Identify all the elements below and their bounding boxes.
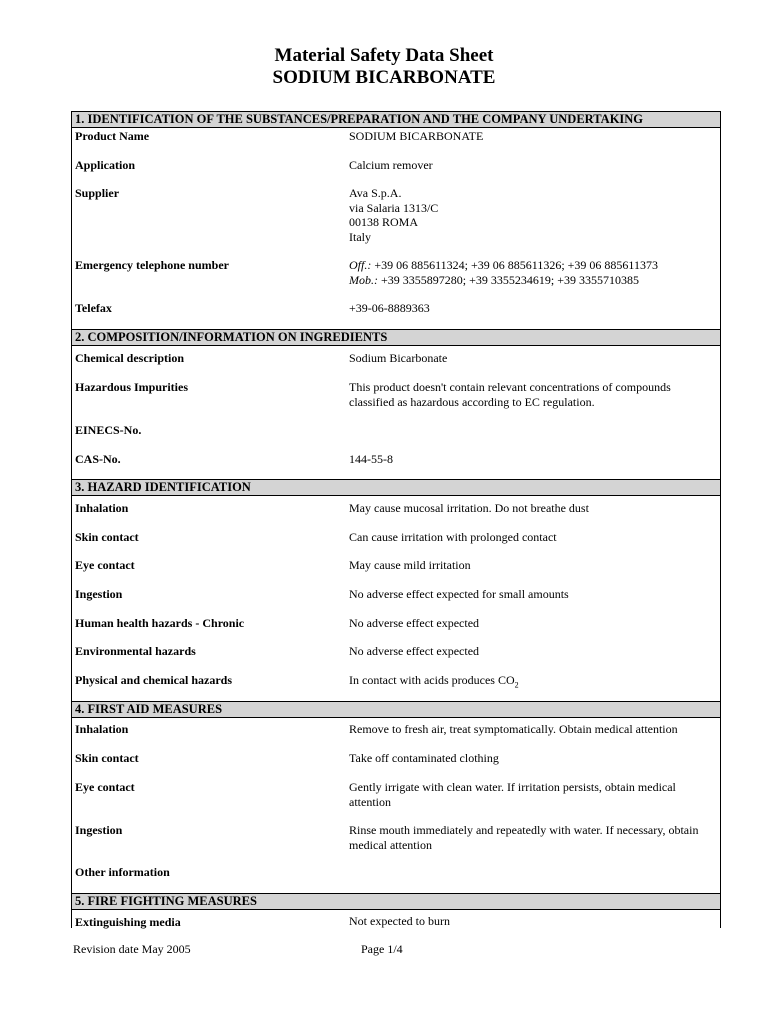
first-aid-value: Gently irrigate with clean water. If irritation persists, obtain medical attention	[349, 780, 676, 809]
hazard-label: Skin contact	[75, 530, 139, 544]
section-3-header: 3. HAZARD IDENTIFICATION	[71, 479, 721, 496]
product-name-label: Product Name	[75, 129, 150, 143]
section-4-header: 4. FIRST AID MEASURES	[71, 701, 721, 718]
telefax-label: Telefax	[75, 301, 112, 315]
hazard-value: Can cause irritation with prolonged contact	[349, 530, 557, 544]
supplier-line: Ava S.p.A.	[349, 186, 402, 200]
mobile-prefix: Mob.:	[349, 272, 378, 287]
first-aid-label: Ingestion	[75, 823, 123, 837]
office-numbers: +39 06 885611324; +39 06 885611326; +39 06 885611373	[371, 258, 658, 272]
application-label: Application	[75, 158, 136, 172]
supplier-label: Supplier	[75, 186, 120, 200]
document-title: Material Safety Data Sheet	[274, 45, 494, 66]
hazard-label: Human health hazards - Chronic	[75, 616, 245, 630]
hazard-value: No adverse effect expected for small amounts	[349, 587, 569, 601]
product-name-value: SODIUM BICARBONATE	[349, 129, 484, 143]
first-aid-label: Eye contact	[75, 780, 135, 794]
hazard-label: Environmental hazards	[75, 644, 196, 658]
chemical-description-label: Chemical description	[75, 351, 184, 365]
emergency-phone-label: Emergency telephone number	[75, 258, 229, 272]
section-2-header: 2. COMPOSITION/INFORMATION ON INGREDIENTS	[71, 329, 721, 346]
office-prefix: Off.:	[349, 258, 372, 272]
section-1-header: 1. IDENTIFICATION OF THE SUBSTANCES/PREPARATION AND THE COMPANY UNDERTAKING	[71, 111, 721, 128]
hazard-label: Ingestion	[75, 587, 123, 601]
telefax-value: +39-06-8889363	[349, 301, 430, 315]
extinguishing-media-label: Extinguishing media	[75, 915, 181, 929]
supplier-address	[349, 186, 719, 244]
document-subtitle: SODIUM BICARBONATE	[272, 67, 496, 88]
application-value: Calcium remover	[349, 158, 433, 172]
hazard-value: No adverse effect expected	[349, 644, 480, 658]
hazard-value	[349, 673, 719, 693]
hazard-label: Inhalation	[75, 501, 129, 515]
cas-value: 144-55-8	[349, 452, 393, 466]
section-5-header: 5. FIRE FIGHTING MEASURES	[71, 893, 721, 910]
emergency-mobile-line	[349, 273, 719, 288]
chemical-description-value: Sodium Bicarbonate	[349, 351, 448, 365]
emergency-phone-value	[349, 258, 719, 287]
hazard-value: May cause mucosal irritation. Do not breathe dust	[349, 501, 589, 515]
first-aid-value: Take off contaminated clothing	[349, 751, 499, 765]
first-aid-label: Skin contact	[75, 751, 139, 765]
supplier-line: via Salaria 1313/C	[349, 200, 439, 215]
einecs-label: EINECS-No.	[75, 423, 142, 437]
hazard-label: Eye contact	[75, 558, 135, 572]
supplier-line: Italy	[349, 229, 371, 244]
revision-date: Revision date May 2005	[73, 942, 191, 956]
hazardous-impurities-label: Hazardous Impurities	[75, 380, 189, 394]
cas-label: CAS-No.	[75, 452, 121, 466]
first-aid-value: Remove to fresh air, treat symptomatically. Obtain medical attention	[349, 722, 678, 736]
first-aid-label: Inhalation	[75, 722, 129, 736]
co2-text: In contact with acids produces CO	[349, 673, 515, 687]
hazard-value: No adverse effect expected	[349, 616, 480, 630]
hazardous-impurities-value: This product doesn't contain relevant concentrations of compounds classified as hazardous according to EC regulation.	[349, 380, 671, 409]
extinguishing-media-value: Not expected to burn	[349, 914, 450, 928]
first-aid-value: Rinse mouth immediately and repeatedly with water. If necessary, obtain medical attention	[349, 823, 699, 852]
co2-subscript: 2	[514, 680, 519, 690]
hazard-value: May cause mild irritation	[349, 558, 471, 572]
hazard-label: Physical and chemical hazards	[75, 673, 233, 687]
mobile-numbers: +39 3355897280; +39 3355234619; +39 3355710385	[378, 272, 639, 287]
first-aid-label: Other information	[75, 865, 170, 879]
page-number: Page 1/4	[361, 942, 403, 956]
emergency-office-line	[349, 258, 719, 273]
supplier-line: 00138 ROMA	[349, 215, 419, 229]
